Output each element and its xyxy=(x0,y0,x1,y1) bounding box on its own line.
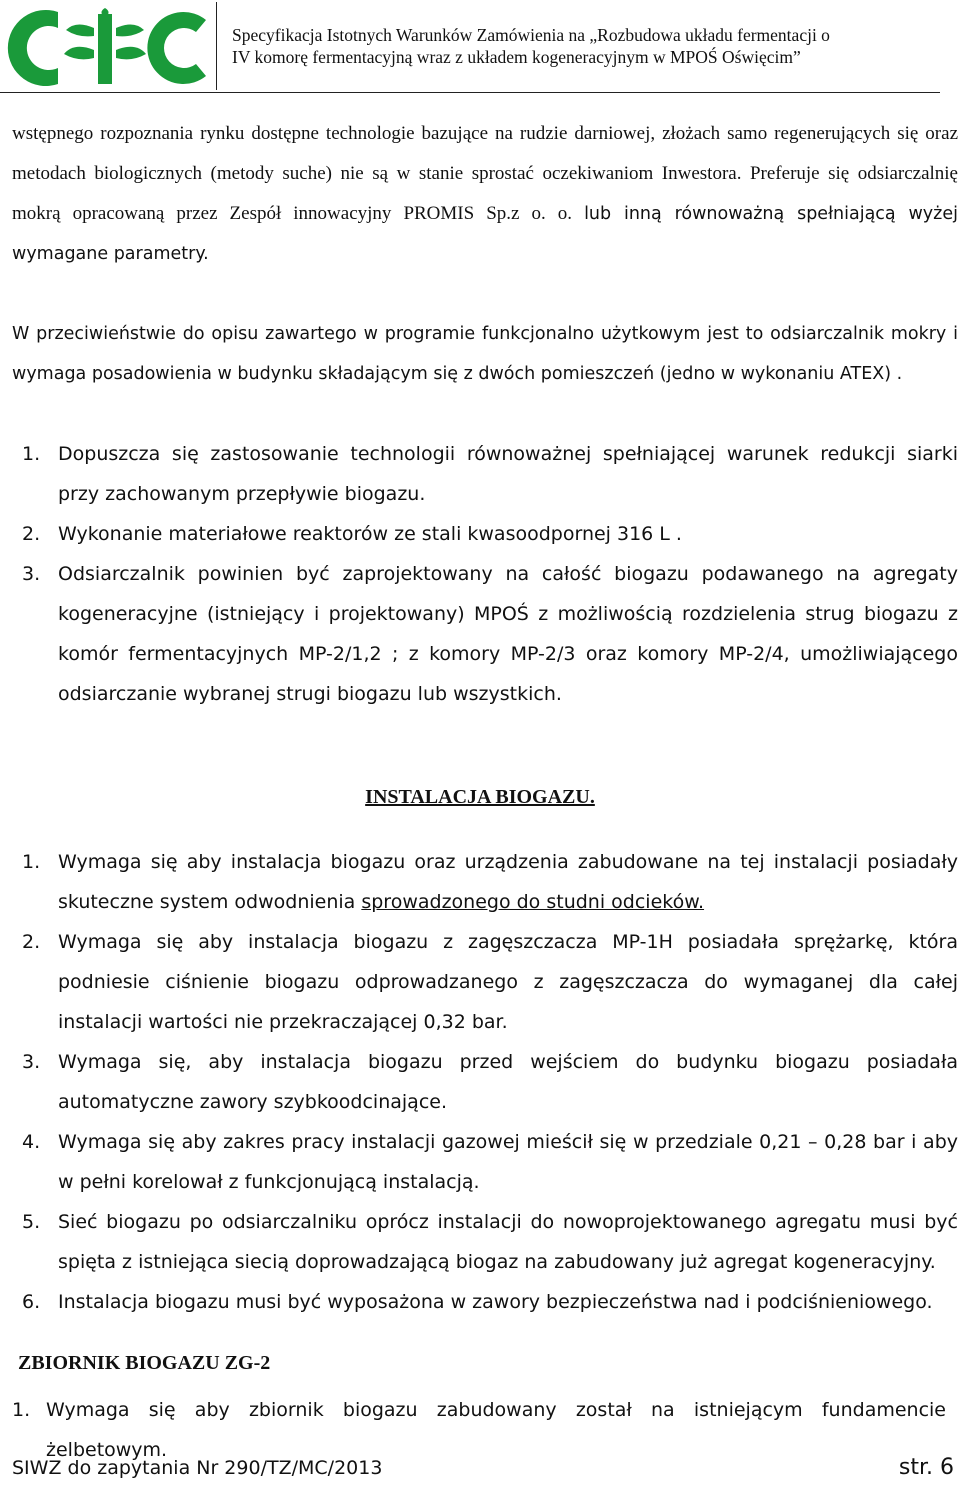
intro-text-serif: wstępnego rozpoznania rynku dostępne technologie bazujące na rudzie darniowej, złożach samo regenerujących się oraz metodach biologicznych (metody suche) nie są w stanie sprostać oczekiwaniom Inwestora. Preferuje się odsiarczalnię mokrą opracowaną przez Zespół innowacyjny PROMIS Sp.z o. o. xyxy=(12,123,958,224)
list-item-number: 4. xyxy=(22,1131,41,1153)
footer-document-ref: SIWZ do zapytania Nr 290/TZ/MC/2013 xyxy=(12,1457,383,1479)
list-item-text: Odsiarczalnik powinien być zaprojektowany na całość biogazu podawanego na agregaty kogeneracyjne (istniejący i projektowany) MPOŚ z możliwością rozdzielenia strug biogazu z komór fermentacyjnych MP-2/1,2 ; z komory MP-2/3 oraz komory MP-2/4, umożliwiającego odsiarczanie wybranej strugi biogazu lub wszystkich. xyxy=(58,563,958,705)
list-item-number: 1. xyxy=(12,1399,31,1421)
list-item-number: 3. xyxy=(22,1051,41,1073)
list-item-text: Wymaga się, aby instalacja biogazu przed wejściem do budynku biogazu posiadała automatyczne zawory szybkoodcinające. xyxy=(58,1051,958,1113)
list-item-text: Dopuszcza się zastosowanie technologii równoważnej spełniającej warunek redukcji siarki przy zachowanym przepływie biogazu. xyxy=(58,443,958,505)
header-title-line1: Specyfikacja Istotnych Warunków Zamówienia na „Rozbudowa układu fermentacji o xyxy=(232,25,830,45)
list-item-text: Wykonanie materiałowe reaktorów ze stali kwasoodpornej 316 L . xyxy=(58,523,682,545)
list-item xyxy=(12,1282,958,1322)
header-rule xyxy=(0,92,940,93)
list-item-number: 6. xyxy=(22,1291,41,1313)
list-item xyxy=(0,1390,946,1461)
list-item-number: 2. xyxy=(22,931,41,953)
list-item xyxy=(12,1122,958,1202)
list-item xyxy=(12,514,958,554)
list-item-number: 3. xyxy=(22,563,41,585)
header-divider xyxy=(216,2,217,90)
section-title-instalacja: INSTALACJA BIOGAZU. xyxy=(365,786,595,808)
section-title-zbiornik: ZBIORNIK BIOGAZU ZG-2 xyxy=(18,1352,271,1374)
list-item-number: 1. xyxy=(22,851,41,873)
list-item-text-underlined: sprowadzonego do studni odcieków. xyxy=(361,891,705,913)
intro-paragraph xyxy=(12,114,958,274)
list-item xyxy=(12,554,958,714)
list-item-text xyxy=(58,842,958,922)
intro-text-sans: lub inną równoważną spełniającą wyżej wymagane parametry. xyxy=(12,204,958,264)
list-item xyxy=(12,842,958,922)
document-header-title xyxy=(232,24,952,68)
header-title-line2: IV komorę fermentacyjną wraz z układem kogeneracyjnym w MPOŚ Oświęcim” xyxy=(232,47,801,67)
list-item xyxy=(12,922,958,1042)
list-item xyxy=(12,1202,958,1282)
footer-page-number: str. 6 xyxy=(898,1455,954,1480)
list-item-text: Wymaga się aby instalacja biogazu z zagęszczacza MP-1H posiadała sprężarkę, która podniesie ciśnienie biogazu odprowadzanego z zagęszczacza do wymaganej dla całej instalacji wartości nie przekraczającej 0,32 bar. xyxy=(58,931,958,1033)
contrast-paragraph: W przeciwieństwie do opisu zawartego w programie funkcjonalno użytkowym jest to odsiarczalnik mokry i wymaga posadowienia w budynku składającym się z dwóch pomieszczeń (jedno w wykonaniu ATEX) . xyxy=(12,324,958,384)
page-header xyxy=(0,0,960,94)
list-item-number: 1. xyxy=(22,443,41,465)
list-item-text: Sieć biogazu po odsiarczalniku oprócz instalacji do nowoprojektowanego agregatu musi być spięta z istniejąca siecią doprowadzającą biogaz na zabudowany już agregat kogeneracyjny. xyxy=(58,1211,958,1273)
list-item-text: Instalacja biogazu musi być wyposażona w zawory bezpieczeństwa nad i podciśnieniowego. xyxy=(58,1291,933,1313)
list-item-text-plain: Wymaga się aby instalacja biogazu oraz urządzenia zabudowane na tej instalacji posiadały skuteczne system odwodnienia xyxy=(58,851,958,913)
list-item xyxy=(12,434,958,514)
list-item-number: 2. xyxy=(22,523,41,545)
list-item-text: Wymaga się aby zbiornik biogazu zabudowany został na istniejącym fundamencie żelbetowym. xyxy=(46,1399,946,1461)
list-item-number: 5. xyxy=(22,1211,41,1233)
company-logo xyxy=(6,6,211,90)
list-item xyxy=(12,1042,958,1122)
list-item-text: Wymaga się aby zakres pracy instalacji gazowej mieścił się w przedziale 0,21 – 0,28 bar i aby w pełni korelował z funkcjonującą instalacją. xyxy=(58,1131,958,1193)
